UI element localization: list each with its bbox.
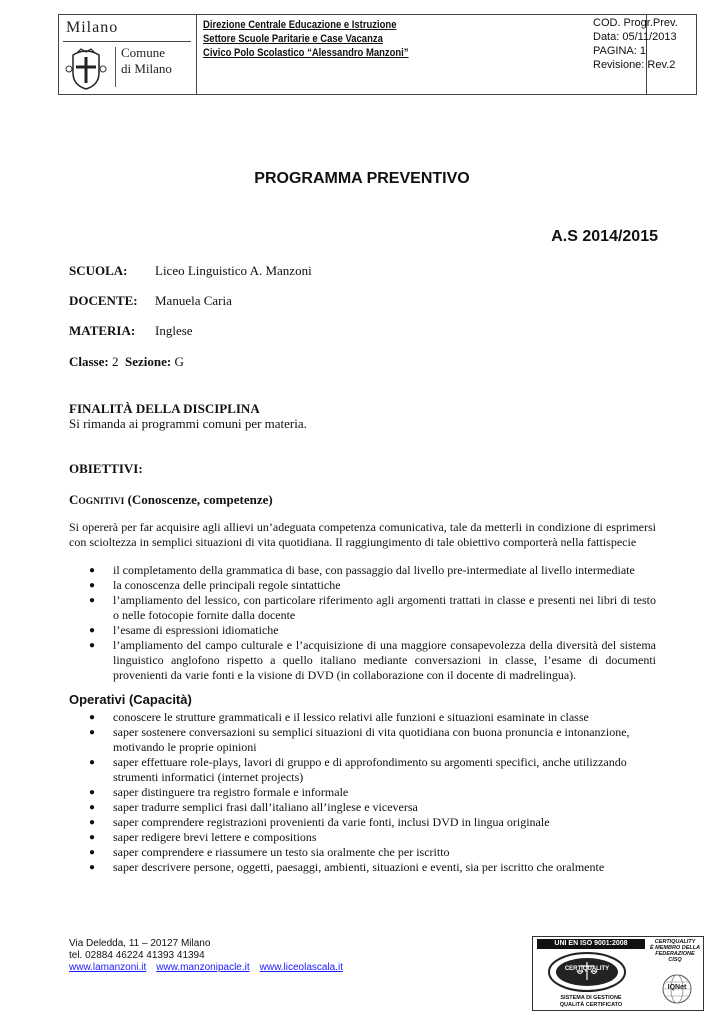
doc-date: Data: 05/11/2013: [593, 31, 677, 43]
milano-crest-icon: [65, 47, 107, 91]
footer-links: [69, 962, 353, 974]
sezione-label: Sezione:: [124, 354, 172, 369]
field-docente: [69, 293, 232, 309]
list-item: ● la conoscenza delle principali regole sintattiche: [89, 578, 341, 592]
page-title: PROGRAMMA PREVENTIVO: [254, 170, 470, 187]
list-item-text: saper comprendere registrazioni provenienti da varie fonti, inclusi DVD in lingua originale: [113, 815, 550, 829]
logo-comune: [121, 45, 172, 77]
footer-street: Via Deledda, 11 – 20127 Milano: [69, 938, 211, 949]
header-line-1: Direzione Centrale Educazione e Istruzione: [203, 19, 397, 31]
list-item-text: saper effettuare role-plays, lavori di gruppo e di approfondimento su argomenti specifici, anche utilizzando strumenti informatici (internet projects): [113, 755, 627, 784]
system-line-2: QUALITÀ CERTIFICATO: [559, 1001, 623, 1008]
iqnet-text: IQNet: [667, 984, 687, 991]
classe-value: 2: [111, 354, 119, 369]
certiquality-badge-text: CERTIQUALITY: [564, 966, 610, 972]
member-text: [649, 939, 701, 963]
logo-separator: [115, 47, 116, 87]
operativi-list: [89, 710, 656, 875]
field-materia: [69, 323, 193, 339]
link-manzonipacle[interactable]: www.manzonipacle.it: [156, 962, 250, 973]
certiquality-badge-icon: [547, 951, 627, 993]
logo-city-name: Milano: [66, 19, 119, 36]
materia-label: MATERIA:: [69, 323, 136, 338]
header-title-cell: [196, 15, 647, 94]
doc-page: PAGINA: 1: [593, 45, 646, 57]
field-classe: [69, 354, 184, 370]
list-item: ● saper comprendere registrazioni provenienti da varie fonti, inclusi DVD in lingua originale: [89, 815, 550, 829]
list-item: ● saper sostenere conversazioni su semplici situazioni di vita quotidiana con buona pronuncia e intonanzione, motivando le proprie opinioni: [89, 725, 630, 754]
footer-phone: tel. 02884 46224 41393 41394: [69, 950, 205, 961]
member-line-2: È MEMBRO DELLA: [649, 945, 701, 951]
obiettivi-heading: OBIETTIVI:: [69, 461, 143, 476]
list-item-text: conoscere le strutture grammaticali e il lessico relativi alle funzioni e situazioni esaminate in classe: [113, 710, 589, 724]
list-item-text: saper redigere brevi lettere e compositions: [113, 830, 317, 844]
system-line-1: SISTEMA DI GESTIONE: [560, 995, 622, 1001]
list-item-text: saper tradurre semplici frasi dall’italiano all’inglese e viceversa: [113, 800, 418, 814]
materia-value: Inglese: [155, 323, 193, 338]
link-lamanzoni[interactable]: www.lamanzoni.it: [69, 962, 147, 973]
cognitivi-list: [89, 563, 656, 683]
list-item: ● l’ampliamento del lessico, con particolare riferimento agli argomenti trattati in classe e presenti nei libri di testo o nelle fotocopie fornite dalla docente: [89, 593, 656, 622]
doc-code: COD. Progr.Prev.: [593, 17, 678, 29]
list-item-text: l’esame di espressioni idiomatiche: [113, 623, 279, 637]
docente-value: Manuela Caria: [155, 293, 232, 308]
cognitivi-paren: (Conoscenze, competenze): [124, 492, 273, 507]
list-item: ● saper descrivere persone, oggetti, paesaggi, ambienti, situazioni e eventi, sia per iscritto che oralmente: [89, 860, 605, 874]
list-item: ● saper distinguere tra registro formale e informale: [89, 785, 349, 799]
doc-revision: Revisione: Rev.2: [593, 59, 676, 71]
cognitivi-heading: [69, 492, 273, 508]
classe-label: Classe:: [69, 354, 109, 369]
list-item-text: la conoscenza delle principali regole sintattiche: [113, 578, 341, 592]
logo-comune-line-2: di Milano: [121, 61, 172, 76]
cognitivi-intro: Si opererà per far acquisire agli allievi un’adeguata competenza comunicativa, tale da metterli in condizione di esprimersi con scioltezza in semplici situazioni di vita quotidiana. Il raggiungimento di tale obiettivo comporterà nella fattispecie: [69, 520, 656, 549]
list-item: ● l’esame di espressioni idiomatiche: [89, 623, 279, 637]
list-item-text: il completamento della grammatica di base, con passaggio dal livello pre-intermediate al livello intermediate: [113, 563, 635, 577]
list-item-text: l’ampliamento del campo culturale e l’acquisizione di una maggiore consapevolezza della diversità del sistema linguistico anglofono rispetto a quello italiano mediante conversazioni in classe, l’esame di documenti provenienti da varie fonti e la visione di DVD (in collaborazione con il docente di madrelingua).: [113, 638, 656, 682]
header-line-2: Settore Scuole Paritarie e Case Vacanza: [203, 33, 383, 45]
logo-divider: [63, 41, 191, 42]
list-item: ● conoscere le strutture grammaticali e il lessico relativi alle funzioni e situazioni esaminate in classe: [89, 710, 589, 724]
footer-address: [69, 938, 353, 974]
certification-box: [532, 936, 704, 1011]
finalita-text: Si rimanda ai programmi comuni per materia.: [69, 416, 307, 431]
list-item-text: saper descrivere persone, oggetti, paesaggi, ambienti, situazioni e eventi, sia per iscritto che oralmente: [113, 860, 605, 874]
member-line-1: CERTIQUALITY: [654, 939, 696, 945]
docente-label: DOCENTE:: [69, 293, 138, 308]
sezione-value: G: [174, 354, 184, 369]
list-item: ● saper tradurre semplici frasi dall’italiano all’inglese e viceversa: [89, 800, 418, 814]
list-item: ● l’ampliamento del campo culturale e l’acquisizione di una maggiore consapevolezza della diversità del sistema linguistico anglofono rispetto a quello italiano mediante conversazioni in classe, l’esame di documenti provenienti da varie fonti e la visione di DVD (in collaborazione con il docente di madrelingua).: [89, 638, 656, 682]
school-year: A.S 2014/2015: [551, 228, 658, 245]
cognitivi-initial: C: [69, 492, 79, 507]
list-item-text: saper distinguere tra registro formale e informale: [113, 785, 349, 799]
operativi-heading: Operativi (Capacità): [69, 692, 192, 707]
scuola-label: SCUOLA:: [69, 263, 128, 278]
list-item-text: saper sostenere conversazioni su semplici situazioni di vita quotidiana con buona pronuncia e intonanzione, motivando le proprie opinioni: [113, 725, 630, 754]
finalita-heading: FINALITÀ DELLA DISCIPLINA: [69, 401, 260, 416]
member-line-3: FEDERAZIONE CISQ: [655, 951, 695, 963]
logo-comune-line-1: Comune: [121, 45, 166, 60]
list-item: ● saper comprendere e riassumere un testo sia oralmente che per iscritto: [89, 845, 450, 859]
cognitivi-smallcaps: OGNITIVI: [78, 497, 125, 507]
logo-cell: [59, 15, 197, 94]
list-item: ● saper effettuare role-plays, lavori di gruppo e di approfondimento su argomenti specifici, anche utilizzando strumenti informatici (internet projects): [89, 755, 627, 784]
system-text: [537, 995, 645, 1008]
header-line-3: Civico Polo Scolastico “Alessandro Manzoni”: [203, 47, 409, 59]
scuola-value: Liceo Linguistico A. Manzoni: [155, 263, 312, 278]
iso-label: UNI EN ISO 9001:2008: [537, 939, 645, 949]
link-liceolascala[interactable]: www.liceolascala.it: [259, 962, 344, 973]
list-item-text: l’ampliamento del lessico, con particolare riferimento agli argomenti trattati in classe e presenti nei libri di testo o nelle fotocopie fornite dalla docente: [113, 593, 656, 622]
list-item-text: saper comprendere e riassumere un testo sia oralmente che per iscritto: [113, 845, 450, 859]
list-item: ● saper redigere brevi lettere e compositions: [89, 830, 317, 844]
field-scuola: [69, 263, 312, 279]
list-item: ● il completamento della grammatica di base, con passaggio dal livello pre-intermediate al livello intermediate: [89, 563, 635, 577]
